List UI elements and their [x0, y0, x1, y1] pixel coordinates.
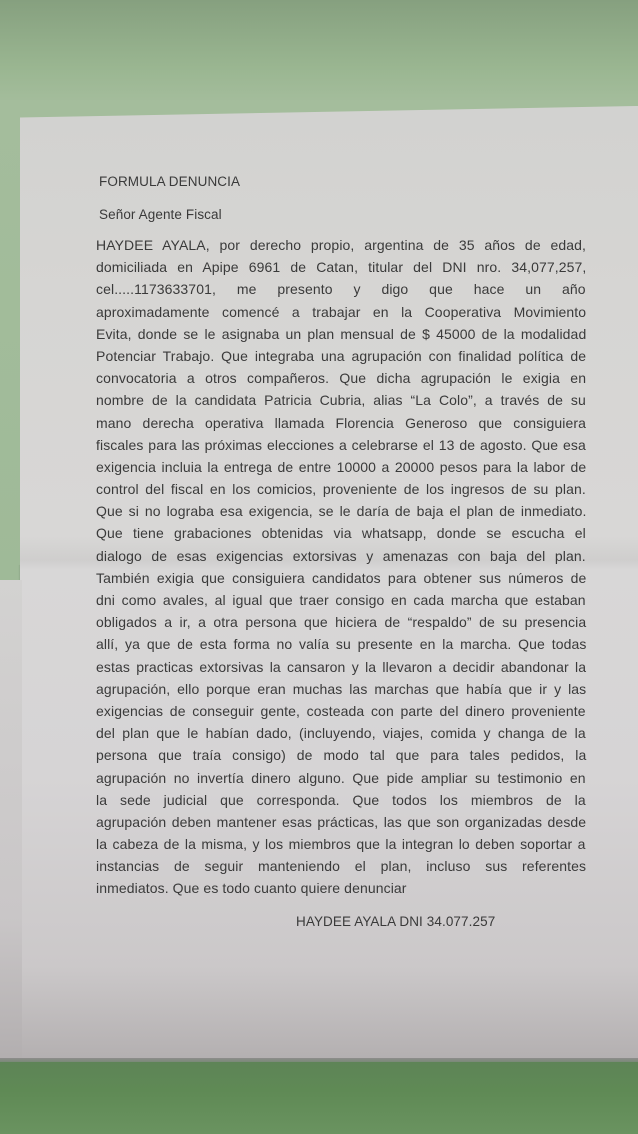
body-line: la sede judicial que corresponda. Que todos los miembros de la	[96, 791, 586, 808]
body-line: del plan que le habían dado, (incluyendo, viajes, comida y changa de la	[96, 725, 586, 742]
body-line: cel.....1173633701, me presento y digo que hace un año	[96, 281, 586, 298]
body-line: allí, ya que de esta forma no valía su presente en la marcha. Que todas	[96, 636, 587, 653]
body-line: Evita, donde se le asignaba un plan mensual de $ 45000 de la modalidad	[96, 325, 587, 342]
body-line: También exigia que consiguiera candidatos para obtener sus números de	[96, 569, 587, 586]
background-bottom	[0, 1062, 638, 1134]
document-body	[96, 234, 586, 900]
body-line: convocatoria a otros compañeros. Que dicha agrupación le exigia en	[96, 370, 587, 387]
body-line: inmediatos. Que es todo cuanto quiere denunciar	[96, 880, 407, 897]
body-line: instancias de seguir manteniendo el plan, incluso sus referentes	[96, 858, 587, 875]
body-line: exigencia incluia la entrega de entre 10000 a 20000 pesos para la labor de	[96, 458, 587, 475]
body-line: control del fiscal en los comicios, proveniente de los ingresos de su plan.	[96, 481, 586, 498]
body-line: dialogo de esas exigencias extorsivas y amenazas con baja del plan.	[96, 547, 586, 564]
body-line: Potenciar Trabajo. Que integraba una agrupación con finalidad política de	[96, 347, 587, 364]
body-line: agrupación, ello porque eran muchas las marchas que había que ir y las	[96, 680, 587, 697]
body-line: aproximadamente comencé a trabajar en la Cooperativa Movimiento	[96, 303, 587, 320]
document-title: FORMULA DENUNCIA	[99, 174, 241, 189]
body-line: estas practicas extorsivas la cansaron y la llevaron a decidir abandonar la	[96, 658, 587, 675]
complaint-document	[96, 172, 586, 932]
body-line: fiscales para las próximas elecciones a celebrarse el 13 de agosto. Que esa	[96, 436, 586, 453]
body-line: Que tiene grabaciones obtenidas via whatsapp, donde se escucha el	[96, 525, 586, 542]
body-line: dni como avales, al igual que traer consigo en cada marcha que estaban	[96, 592, 586, 608]
background-left	[0, 100, 20, 580]
body-line: nombre de la candidata Patricia Cubria, alias “La Colo”, a través de su	[96, 392, 586, 409]
body-line: persona que traía consigo) de modo tal que para tales pedidos, la	[96, 747, 587, 764]
body-line: exigencias de conseguir gente, costeada con parte del dinero proveniente	[96, 702, 586, 719]
body-line: la cabeza de la misma, y los miembros que la integran lo deben soportar a	[96, 836, 586, 853]
body-line: HAYDEE AYALA, por derecho propio, argentina de 35 años de edad,	[96, 237, 587, 253]
body-line: agrupación no invertía dinero alguno. Que pide ampliar su testimonio en	[96, 769, 586, 786]
salutation: Señor Agente Fiscal	[99, 207, 222, 222]
body-line: agrupación deben mantener esas prácticas, las que son organizadas desde	[96, 813, 587, 830]
body-line: Que si no lograba esa exigencia, se le daría de baja el plan de inmediato.	[96, 503, 587, 520]
signature: HAYDEE AYALA DNI 34.077.257	[296, 913, 496, 929]
body-line: obligados a ir, a otra persona que hiciera de “respaldo” de su presencia	[96, 614, 587, 631]
body-line: mano derecha operativa llamada Florencia Generoso que consiguiera	[96, 414, 586, 431]
paper-sheet-lower-edge	[0, 580, 22, 1062]
body-line: domiciliada en Apipe 6961 de Catan, titular del DNI nro. 34,077,257,	[96, 259, 587, 276]
